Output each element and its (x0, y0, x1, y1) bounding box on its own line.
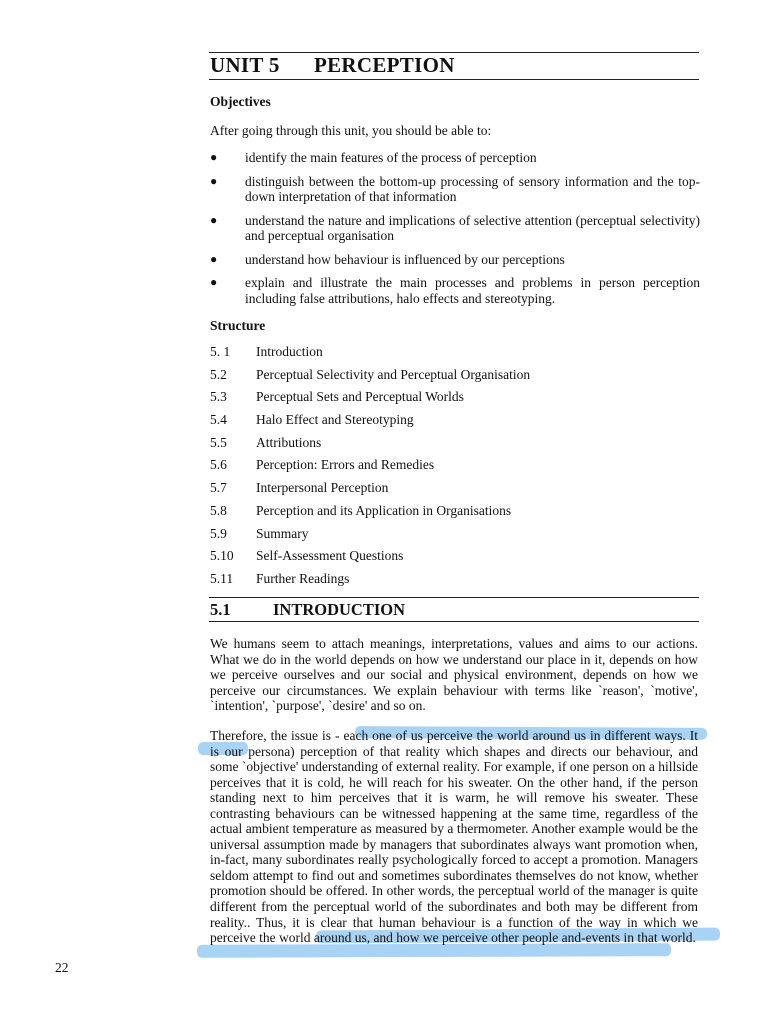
objective-item: ● distinguish between the bottom-up processing of sensory information and the top-down interpretation of that information (210, 173, 700, 204)
bullet-icon: ● (210, 251, 218, 266)
toc-row: 5.3 Perceptual Sets and Perceptual Worlds (210, 389, 464, 405)
toc-row: 5.2 Perceptual Selectivity and Perceptual Organisation (210, 366, 531, 382)
toc-row: 5.9 Summary (210, 525, 309, 541)
structure-heading: Structure (210, 318, 266, 333)
bullet-icon: ● (210, 150, 218, 164)
toc-row: 5.8 Perception and its Application in Organisations (210, 502, 512, 518)
objective-item: ● understand how behaviour is influenced by our perceptions (210, 251, 565, 267)
bullet-icon: ● (210, 275, 218, 289)
toc-row: 5.10 Self-Assessment Questions (210, 548, 404, 564)
toc-row: 5.7 Interpersonal Perception (210, 480, 389, 496)
unit-title: PERCEPTION (314, 53, 455, 77)
section-number: 5.1 (210, 600, 231, 619)
section-title: INTRODUCTION (273, 600, 406, 619)
page-title (210, 53, 455, 78)
structure-list (210, 344, 700, 594)
title-bottom-rule (209, 79, 699, 80)
bullet-icon: ● (210, 212, 218, 227)
page-number: 22 (55, 960, 69, 975)
objective-item: ● explain and illustrate the main processes and problems in person perception including false attributions, halo effects and stereotyping. (210, 275, 700, 306)
toc-row: 5. 1 Introduction (210, 344, 323, 359)
section-top-rule (209, 597, 699, 598)
toc-row: 5.4 Halo Effect and Stereotyping (210, 412, 414, 428)
objectives-intro: After going through this unit, you should be able to: (210, 123, 492, 138)
intro-paragraph-2: Therefore, the issue is - each one of us perceive the world around us in different ways. It is our persona) perception of that reality which shapes and directs our behaviour, and some `objective' understanding of external reality. For example, if one person on a hillside perceives that it is cold, he will reach for his sweater. On the other hand, if the person standing next to him perceives that it is warm, he will remove his sweater. These contrasting behaviours can be witnessed happening at the same time, regardless of the actual ambient temperature as measured by a thermometer. Another example would be the universal assumption made by managers that subordinates always want promotion when, in-fact, many subordinates really psychologically forced to accept a promotion. Managers seldom attempt to find out and sometimes subordinates themselves do not know, whether promotion should be offered. In other words, the perceptual world of the manager is quite different from the perceptual world of the subordinates and both may be different from reality.. Thus, it is clear that human behaviour is a function of the way in which we perceive the world around us, and how we perceive other people and-events in that world. (210, 728, 698, 946)
toc-row: 5.6 Perception: Errors and Remedies (210, 457, 435, 473)
toc-row: 5.11 Further Readings (210, 570, 350, 586)
section-bottom-rule (209, 621, 699, 622)
objective-item: ● understand the nature and implications of selective attention (perceptual selectivity) and perceptual organisation (210, 212, 700, 243)
section-heading (210, 600, 405, 620)
objectives-list (210, 150, 700, 314)
unit-number: UNIT 5 (210, 53, 280, 77)
objectives-heading: Objectives (210, 94, 271, 109)
intro-paragraph-1: We humans seem to attach meanings, interpretations, values and aims to our actions. What we do in the world depends on how we understand our place in it, depends on how we perceive ourselves and our social and physical environment, depends on how we perceive our circumstances. We explain behaviour with terms like `reason', `motive', `intention', `purpose', `desire' and so on. (210, 636, 698, 714)
objective-item: ● identify the main features of the process of perception (210, 150, 537, 165)
bullet-icon: ● (210, 173, 218, 188)
toc-row: 5.5 Attributions (210, 434, 322, 450)
